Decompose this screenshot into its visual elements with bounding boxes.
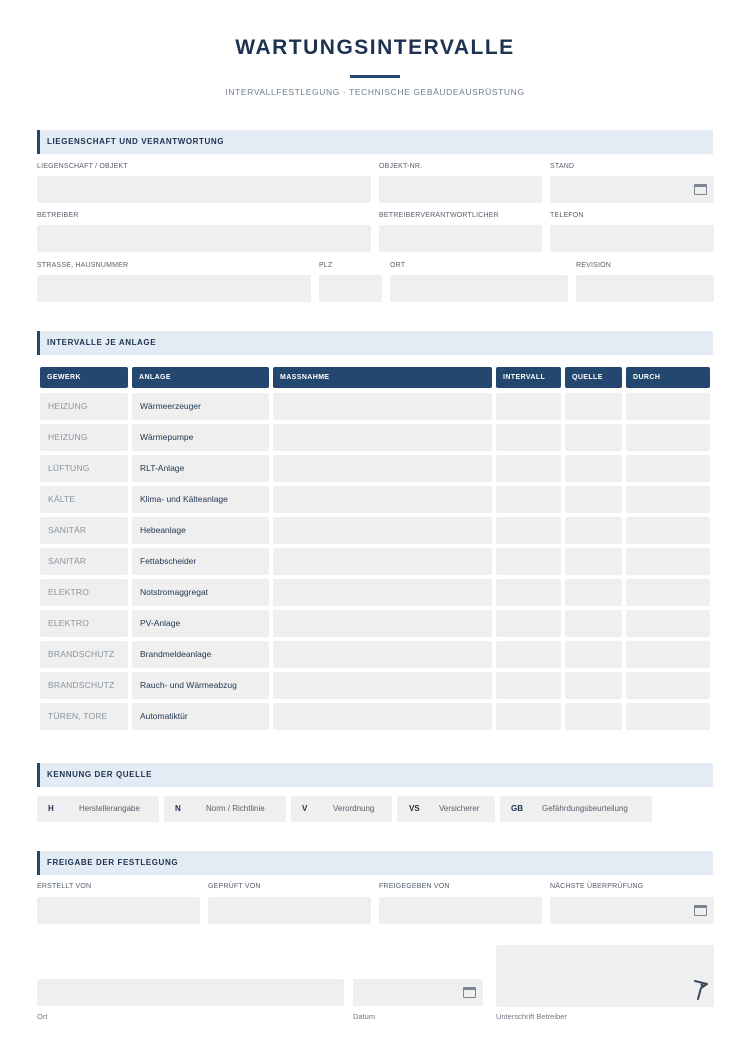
label-strasse: STRASSE, HAUSNUMMER xyxy=(37,262,129,269)
stand-date-field[interactable] xyxy=(550,176,714,203)
intervall-input[interactable] xyxy=(496,579,561,606)
gewerk-cell: SANITÄR xyxy=(40,548,128,575)
strasse-field[interactable] xyxy=(37,275,311,302)
intervall-input[interactable] xyxy=(496,517,561,544)
key-code: VS xyxy=(409,804,420,813)
pen-nib-icon xyxy=(693,979,709,1001)
key-verordnung xyxy=(291,796,392,822)
gewerk-cell: TÜREN, TORE xyxy=(40,703,128,730)
durch-input[interactable] xyxy=(626,455,710,482)
geprueft-field[interactable] xyxy=(208,897,371,924)
page-subtitle: INTERVALLFESTLEGUNG · TECHNISCHE GEBÄUDEAUSRÜSTUNG xyxy=(225,87,525,97)
anlage-cell: Notstromaggregat xyxy=(132,579,269,606)
durch-input[interactable] xyxy=(626,641,710,668)
intervall-input[interactable] xyxy=(496,610,561,637)
column-header-massnahme: MASSNAHME xyxy=(273,367,492,388)
plz-field[interactable] xyxy=(319,275,382,302)
massnahme-input[interactable] xyxy=(273,579,492,606)
massnahme-input[interactable] xyxy=(273,610,492,637)
gewerk-cell: BRANDSCHUTZ xyxy=(40,641,128,668)
anlage-cell: PV-Anlage xyxy=(132,610,269,637)
footer-label-datum: Datum xyxy=(353,1012,376,1021)
quelle-input[interactable] xyxy=(565,393,622,420)
key-code: N xyxy=(175,804,181,813)
calendar-icon[interactable] xyxy=(694,905,707,916)
durch-input[interactable] xyxy=(626,672,710,699)
key-text: Norm / Richtlinie xyxy=(206,804,265,813)
label-telefon: TELEFON xyxy=(550,212,584,219)
section-heading-kennung: KENNUNG DER QUELLE xyxy=(37,763,713,787)
column-header-quelle: QUELLE xyxy=(565,367,622,388)
quelle-input[interactable] xyxy=(565,517,622,544)
key-herstellerangabe xyxy=(37,796,159,822)
column-header-anlage: ANLAGE xyxy=(132,367,269,388)
durch-input[interactable] xyxy=(626,393,710,420)
key-text: Herstellerangabe xyxy=(79,804,140,813)
massnahme-input[interactable] xyxy=(273,641,492,668)
massnahme-input[interactable] xyxy=(273,672,492,699)
key-text: Gefährdungsbeurteilung xyxy=(542,804,628,813)
gewerk-cell: KÄLTE xyxy=(40,486,128,513)
intervall-input[interactable] xyxy=(496,672,561,699)
quelle-input[interactable] xyxy=(565,486,622,513)
erstellt-field[interactable] xyxy=(37,897,200,924)
quelle-input[interactable] xyxy=(565,703,622,730)
intervall-input[interactable] xyxy=(496,641,561,668)
key-text: Versicherer xyxy=(439,804,480,813)
ort-field[interactable] xyxy=(390,275,568,302)
durch-input[interactable] xyxy=(626,610,710,637)
gewerk-cell: BRANDSCHUTZ xyxy=(40,672,128,699)
betreiberverantwortlicher-field[interactable] xyxy=(379,225,542,252)
label-naechste: NÄCHSTE ÜBERPRÜFUNG xyxy=(550,883,644,890)
anlage-cell: Automatiktür xyxy=(132,703,269,730)
signature-box[interactable] xyxy=(496,945,714,1007)
massnahme-input[interactable] xyxy=(273,517,492,544)
key-gefaehrdungsbeurteilung xyxy=(500,796,652,822)
label-revision: REVISION xyxy=(576,262,612,269)
durch-input[interactable] xyxy=(626,579,710,606)
intervall-input[interactable] xyxy=(496,393,561,420)
label-stand: STAND xyxy=(550,163,575,170)
quelle-input[interactable] xyxy=(565,455,622,482)
massnahme-input[interactable] xyxy=(273,548,492,575)
datum-field[interactable] xyxy=(353,979,483,1006)
massnahme-input[interactable] xyxy=(273,455,492,482)
gewerk-cell: SANITÄR xyxy=(40,517,128,544)
gewerk-cell: LÜFTUNG xyxy=(40,455,128,482)
revision-field[interactable] xyxy=(576,275,714,302)
intervall-input[interactable] xyxy=(496,424,561,451)
gewerk-cell: HEIZUNG xyxy=(40,424,128,451)
betreiber-field[interactable] xyxy=(37,225,371,252)
anlage-cell: RLT-Anlage xyxy=(132,455,269,482)
footer-label-unterschrift: Unterschrift Betreiber xyxy=(496,1012,567,1021)
intervall-input[interactable] xyxy=(496,703,561,730)
label-liegenschaft: LIEGENSCHAFT / OBJEKT xyxy=(37,163,128,170)
label-objekt-nr: OBJEKT-NR. xyxy=(379,163,423,170)
intervall-input[interactable] xyxy=(496,486,561,513)
massnahme-input[interactable] xyxy=(273,424,492,451)
anlage-cell: Wärmeerzeuger xyxy=(132,393,269,420)
durch-input[interactable] xyxy=(626,548,710,575)
anlage-cell: Klima- und Kälteanlage xyxy=(132,486,269,513)
key-norm xyxy=(164,796,286,822)
anlage-cell: Fettabscheider xyxy=(132,548,269,575)
anlage-cell: Rauch- und Wärmeabzug xyxy=(132,672,269,699)
label-betreiber: BETREIBER xyxy=(37,212,79,219)
durch-input[interactable] xyxy=(626,703,710,730)
ort-signature-field[interactable] xyxy=(37,979,344,1006)
footer-label-ort: Ort xyxy=(37,1012,48,1021)
label-betreiberverantwortlicher: BETREIBERVERANTWORTLICHER xyxy=(379,212,499,219)
label-freigegeben: FREIGEGEBEN VON xyxy=(379,883,450,890)
key-code: V xyxy=(302,804,308,813)
section-heading-liegenschaft: LIEGENSCHAFT UND VERANTWORTUNG xyxy=(37,130,713,154)
quelle-input[interactable] xyxy=(565,672,622,699)
massnahme-input[interactable] xyxy=(273,486,492,513)
objekt-nr-field[interactable] xyxy=(379,176,542,203)
liegenschaft-field[interactable] xyxy=(37,176,371,203)
column-header-durch: DURCH xyxy=(626,367,710,388)
quelle-input[interactable] xyxy=(565,610,622,637)
durch-input[interactable] xyxy=(626,486,710,513)
freigegeben-field[interactable] xyxy=(379,897,542,924)
naechste-date-field[interactable] xyxy=(550,897,714,924)
anlage-cell: Brandmeldeanlage xyxy=(132,641,269,668)
key-code: GB xyxy=(511,804,523,813)
calendar-icon[interactable] xyxy=(463,987,476,998)
intervall-input[interactable] xyxy=(496,548,561,575)
gewerk-cell: ELEKTRO xyxy=(40,610,128,637)
anlage-cell: Hebeanlage xyxy=(132,517,269,544)
label-plz: PLZ xyxy=(319,262,333,269)
quelle-input[interactable] xyxy=(565,424,622,451)
gewerk-cell: HEIZUNG xyxy=(40,393,128,420)
title-underline xyxy=(350,75,400,78)
quelle-input[interactable] xyxy=(565,641,622,668)
label-ort: ORT xyxy=(390,262,406,269)
section-heading-freigabe: FREIGABE DER FESTLEGUNG xyxy=(37,851,713,875)
column-header-intervall: INTERVALL xyxy=(496,367,561,388)
durch-input[interactable] xyxy=(626,517,710,544)
gewerk-cell: ELEKTRO xyxy=(40,579,128,606)
anlage-cell: Wärmepumpe xyxy=(132,424,269,451)
key-text: Verordnung xyxy=(333,804,375,813)
section-heading-intervalle: INTERVALLE JE ANLAGE xyxy=(37,331,713,355)
key-code: H xyxy=(48,804,54,813)
quelle-input[interactable] xyxy=(565,579,622,606)
telefon-field[interactable] xyxy=(550,225,714,252)
durch-input[interactable] xyxy=(626,424,710,451)
intervall-input[interactable] xyxy=(496,455,561,482)
label-erstellt: ERSTELLT VON xyxy=(37,883,92,890)
key-versicherer xyxy=(397,796,495,822)
massnahme-input[interactable] xyxy=(273,393,492,420)
page-title: WARTUNGSINTERVALLE xyxy=(235,36,515,59)
calendar-icon[interactable] xyxy=(694,184,707,195)
column-header-gewerk: GEWERK xyxy=(40,367,128,388)
massnahme-input[interactable] xyxy=(273,703,492,730)
quelle-input[interactable] xyxy=(565,548,622,575)
label-geprueft: GEPRÜFT VON xyxy=(208,883,261,890)
